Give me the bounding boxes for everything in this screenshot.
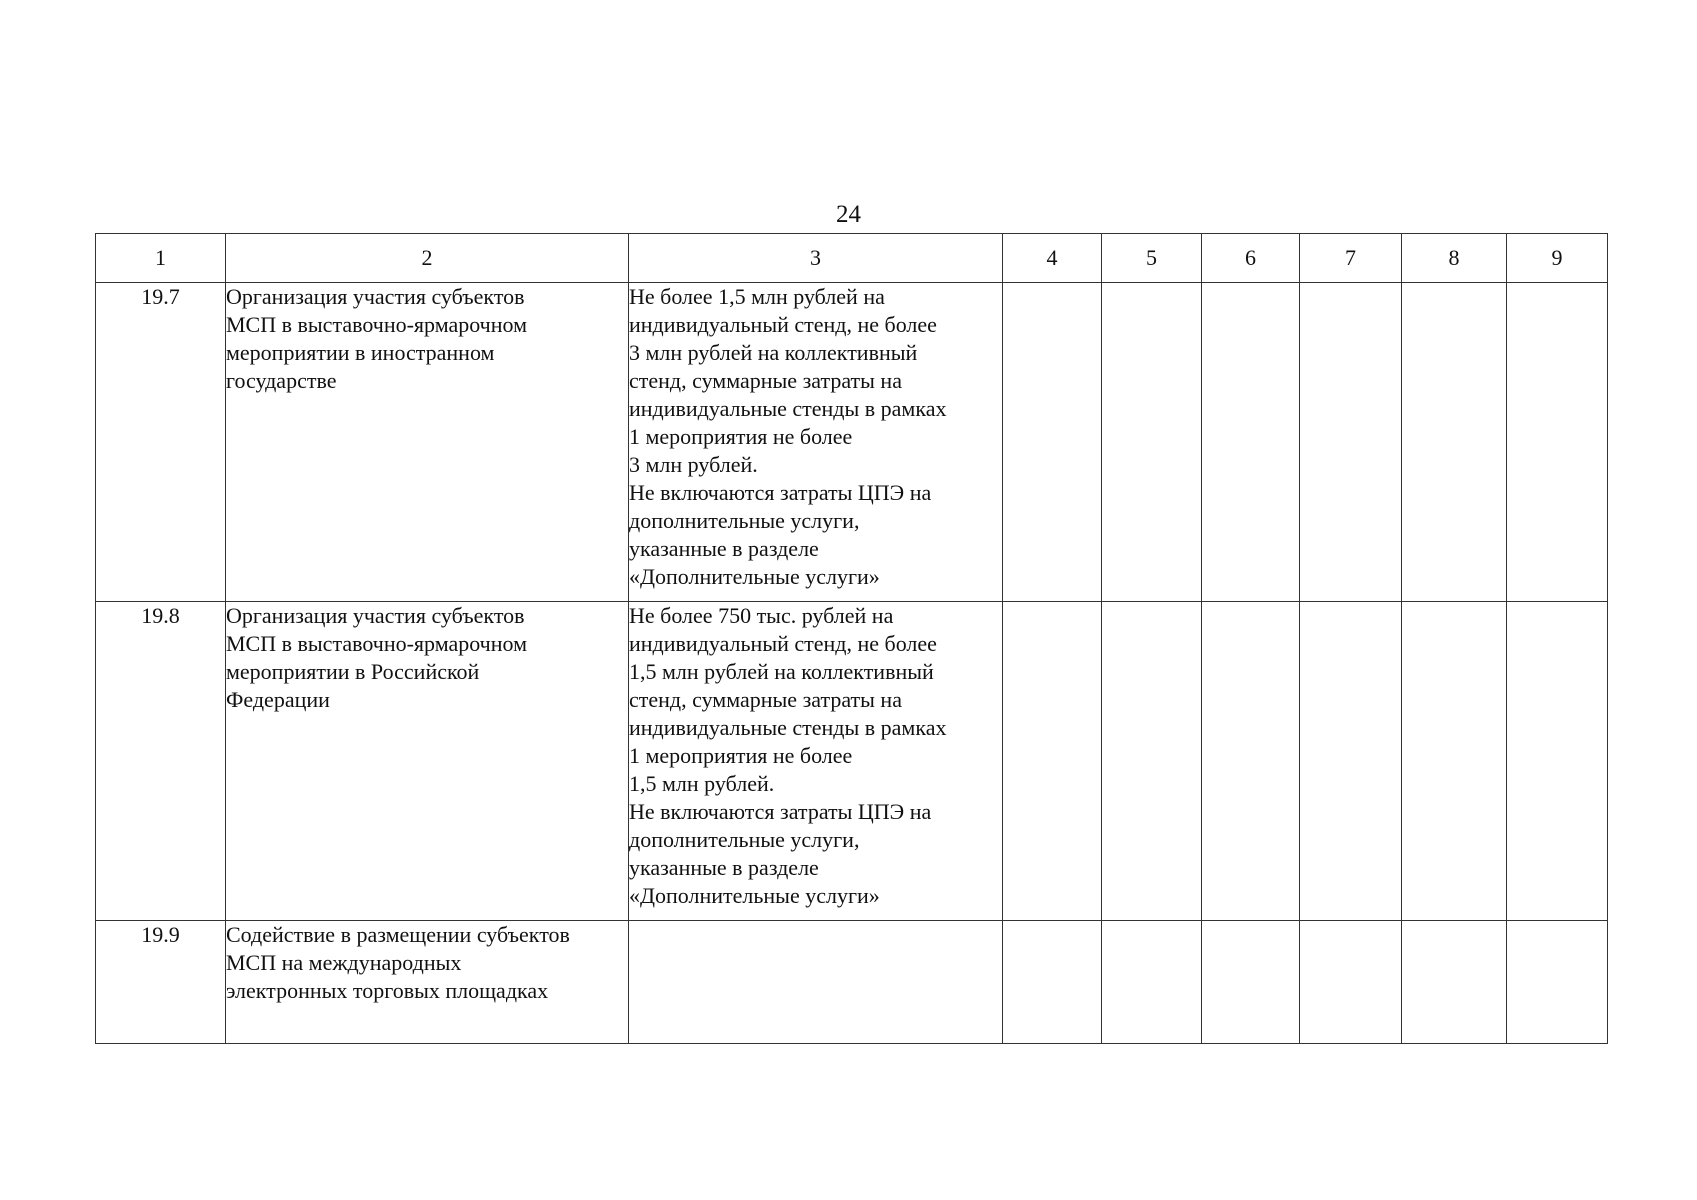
services-table	[95, 233, 1608, 1044]
column-header: 3	[629, 234, 1003, 283]
empty-cell	[1300, 921, 1402, 1044]
row-number: 19.9	[96, 921, 226, 1044]
cost-limit	[629, 921, 1003, 1044]
row-number: 19.7	[96, 283, 226, 602]
cost-limit: Не более 750 тыс. рублей на индивидуальный стенд, не более 1,5 млн рублей на коллективный стенд, суммарные затраты на индивидуальные стенды в рамках 1 мероприятия не более 1,5 млн рублей. Не включаются затраты ЦПЭ на дополнительные услуги, указанные в разделе «Дополнительные услуги»	[629, 602, 1003, 921]
empty-cell	[1402, 602, 1507, 921]
column-header: 8	[1402, 234, 1507, 283]
table-header-row	[96, 234, 1608, 283]
column-header: 6	[1202, 234, 1300, 283]
empty-cell	[1102, 921, 1202, 1044]
service-name: Организация участия субъектов МСП в выставочно-ярмарочном мероприятии в Российской Федерации	[226, 602, 629, 921]
empty-cell	[1003, 602, 1102, 921]
page-number: 24	[836, 201, 861, 228]
empty-cell	[1202, 602, 1300, 921]
empty-cell	[1300, 283, 1402, 602]
table-row	[96, 921, 1608, 1044]
empty-cell	[1202, 921, 1300, 1044]
column-header: 1	[96, 234, 226, 283]
empty-cell	[1402, 283, 1507, 602]
table-row	[96, 283, 1608, 602]
column-header: 4	[1003, 234, 1102, 283]
cost-limit: Не более 1,5 млн рублей на индивидуальный стенд, не более 3 млн рублей на коллективный стенд, суммарные затраты на индивидуальные стенды в рамках 1 мероприятия не более 3 млн рублей. Не включаются затраты ЦПЭ на дополнительные услуги, указанные в разделе «Дополнительные услуги»	[629, 283, 1003, 602]
empty-cell	[1102, 283, 1202, 602]
empty-cell	[1102, 602, 1202, 921]
empty-cell	[1507, 602, 1608, 921]
table-row	[96, 602, 1608, 921]
empty-cell	[1402, 921, 1507, 1044]
empty-cell	[1003, 283, 1102, 602]
empty-cell	[1003, 921, 1102, 1044]
service-name: Содействие в размещении субъектов МСП на международных электронных торговых площадках	[226, 921, 629, 1044]
column-header: 2	[226, 234, 629, 283]
column-header: 5	[1102, 234, 1202, 283]
service-name: Организация участия субъектов МСП в выставочно-ярмарочном мероприятии в иностранном государстве	[226, 283, 629, 602]
empty-cell	[1300, 602, 1402, 921]
column-header: 7	[1300, 234, 1402, 283]
row-number: 19.8	[96, 602, 226, 921]
empty-cell	[1507, 921, 1608, 1044]
empty-cell	[1507, 283, 1608, 602]
empty-cell	[1202, 283, 1300, 602]
column-header: 9	[1507, 234, 1608, 283]
